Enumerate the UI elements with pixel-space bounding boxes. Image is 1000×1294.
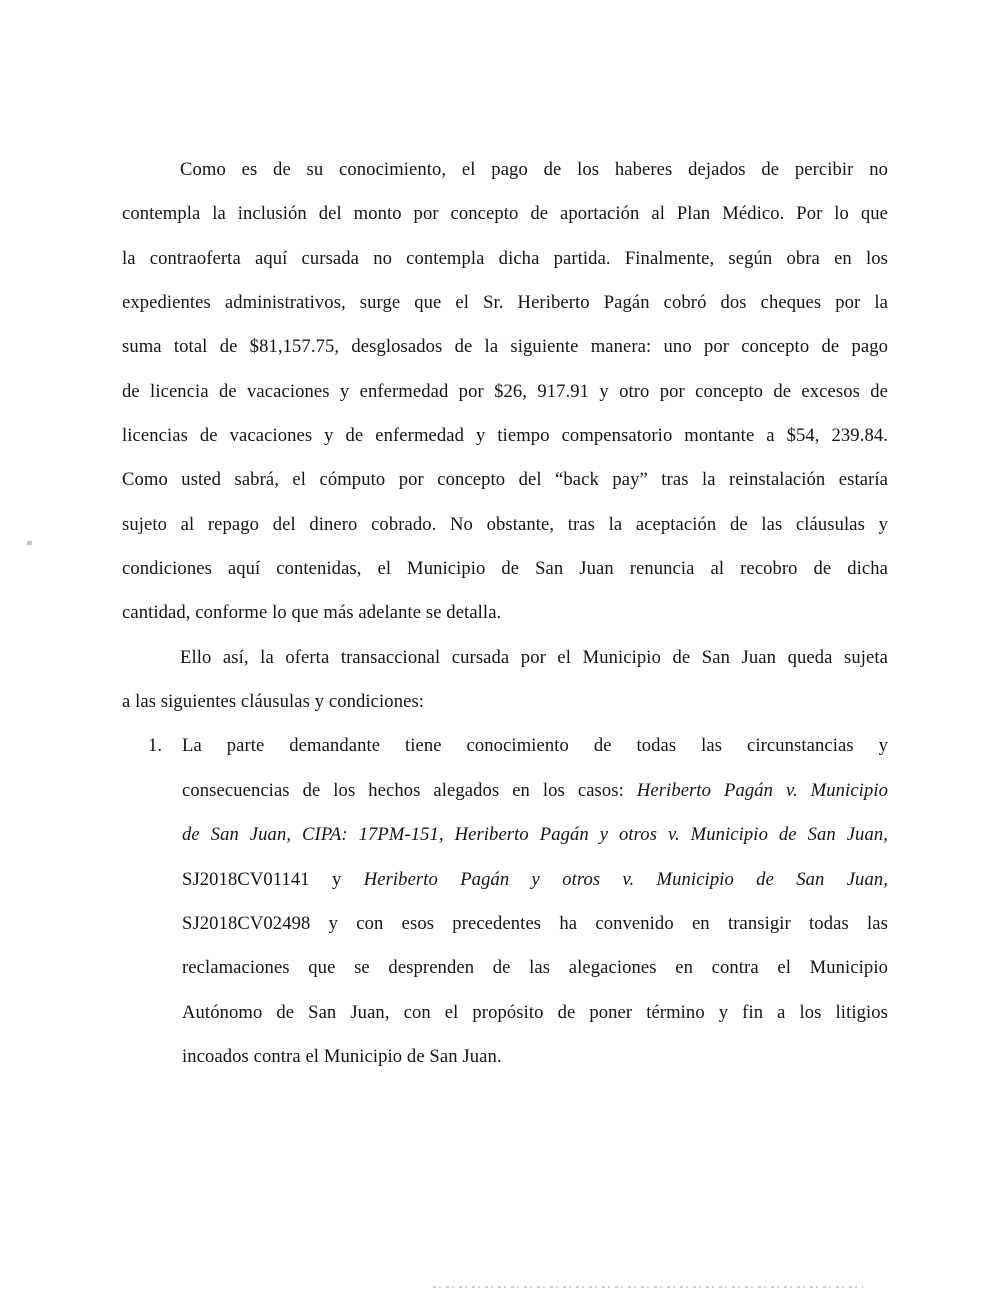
list-item-line [122, 1035, 888, 1079]
case-citation-text: de San Juan, CIPA: 17PM-151, Heriberto Pagán y otros v. Municipio de San Juan, [182, 824, 888, 846]
list-item-number: 1. [148, 735, 163, 757]
paragraph-line [122, 591, 888, 635]
paragraph-line [122, 636, 888, 680]
body-text-segment: incoados contra el Municipio de San Juan. [182, 1045, 502, 1067]
bottom-scan-artifact-line [433, 1286, 863, 1288]
body-text-segment: La parte demandante tiene conocimiento de todas las circunstancias y [182, 735, 888, 757]
body-text-segment: expedientes administrativos, surge que el Sr. Heriberto Pagán cobró dos cheques por la [122, 292, 888, 314]
paragraph-line [122, 237, 888, 281]
body-text-segment: reclamaciones que se desprenden de las alegaciones en contra el Municipio [182, 957, 888, 979]
body-text-segment: Como usted sabrá, el cómputo por concepto del “back pay” tras la reinstalación estaría [122, 469, 888, 491]
case-citation-text: Heriberto Pagán v. Municipio [636, 779, 889, 801]
list-item-line [122, 813, 888, 857]
list-item-line [122, 946, 888, 990]
paragraph-line [122, 458, 888, 502]
paragraph-line [122, 148, 888, 192]
list-item-line [122, 991, 888, 1035]
body-text-segment: a las siguientes cláusulas y condiciones: [122, 691, 425, 713]
body-text-segment: cantidad, conforme lo que más adelante se detalla. [122, 602, 502, 624]
body-text-segment: sujeto al repago del dinero cobrado. No obstante, tras la aceptación de las cláusulas y [122, 513, 888, 535]
paragraph-line [122, 680, 888, 724]
list-item-line [122, 902, 888, 946]
paragraph-line [122, 192, 888, 236]
body-text-segment: consecuencias de los hechos alegados en los casos: [182, 779, 637, 801]
body-text-segment: SJ2018CV02498 y con esos precedentes ha convenido en transigir todas las [182, 912, 888, 934]
body-text-segment: Ello así, la oferta transaccional cursada por el Municipio de San Juan queda sujeta [180, 646, 888, 668]
body-text-segment: SJ2018CV01141 y [182, 868, 364, 890]
case-citation-text: Heriberto Pagán y otros v. Municipio de San Juan, [363, 868, 888, 890]
list-item-line [122, 769, 888, 813]
list-item-line [122, 858, 888, 902]
paragraph-line [122, 547, 888, 591]
body-text-segment: Como es de su conocimiento, el pago de los haberes dejados de percibir no [180, 159, 888, 180]
paragraph-line [122, 281, 888, 325]
paragraph-line [122, 503, 888, 547]
list-item-line [122, 724, 888, 768]
body-text-segment: la contraoferta aquí cursada no contempla dicha partida. Finalmente, según obra en los [122, 247, 888, 269]
body-text-segment: de licencia de vacaciones y enfermedad por $26, 917.91 y otro por concepto de excesos de [122, 380, 888, 402]
body-text-segment: condiciones aquí contenidas, el Municipio de San Juan renuncia al recobro de dicha [122, 558, 888, 580]
body-text-segment: Autónomo de San Juan, con el propósito de poner término y fin a los litigios [182, 1001, 888, 1023]
body-text-segment: suma total de $81,157.75, desglosados de la siguiente manera: uno por concepto de pago [122, 336, 888, 358]
document-body [122, 148, 888, 1079]
paragraph-line [122, 370, 888, 414]
body-text-segment: contempla la inclusión del monto por concepto de aportación al Plan Médico. Por lo que [122, 203, 888, 225]
paragraph-line [122, 325, 888, 369]
margin-scan-artifact-mark [27, 541, 32, 545]
body-text-segment: licencias de vacaciones y de enfermedad y tiempo compensatorio montante a $54, 239.84. [122, 425, 888, 447]
paragraph-line [122, 414, 888, 458]
